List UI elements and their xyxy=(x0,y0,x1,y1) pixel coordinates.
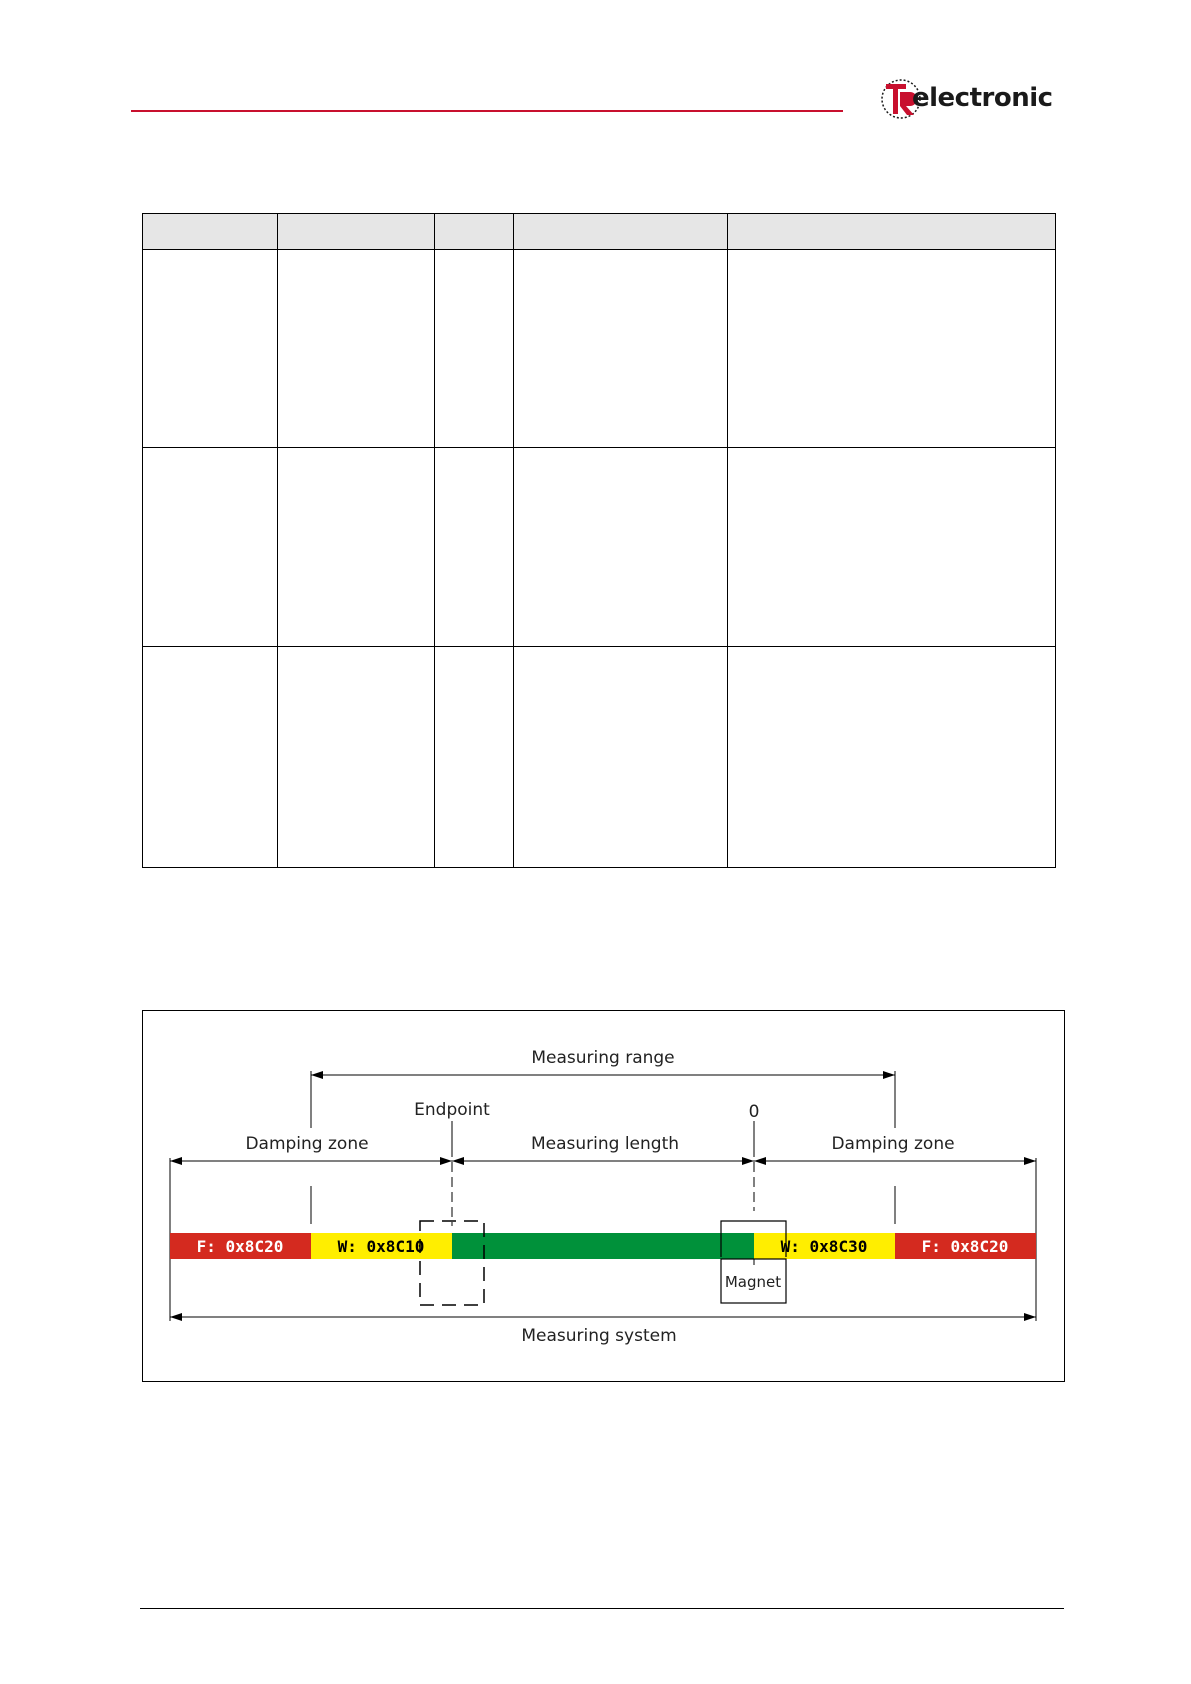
measuring-length-segment xyxy=(452,1233,754,1259)
damping-zone-left-label: Damping zone xyxy=(245,1134,369,1154)
footer-rule xyxy=(140,1608,1064,1609)
table-cell xyxy=(143,250,278,448)
table-header-cell xyxy=(143,214,278,250)
fault-zone-right-label: F: 0x8C20 xyxy=(921,1237,1009,1256)
table-row xyxy=(143,647,1056,868)
table-cell xyxy=(143,448,278,647)
header-rule xyxy=(131,110,843,112)
measuring-system-label: Measuring system xyxy=(521,1326,677,1346)
table-header-row xyxy=(143,214,1056,250)
measuring-length-label: Measuring length xyxy=(530,1134,680,1154)
table-cell xyxy=(514,448,728,647)
table-cell xyxy=(728,647,1056,868)
warning-zone-left-label: W: 0x8C10 xyxy=(337,1237,425,1256)
table-header-cell xyxy=(278,214,435,250)
damping-zone-right-label: Damping zone xyxy=(831,1134,955,1154)
table-cell xyxy=(278,250,435,448)
table-row xyxy=(143,448,1056,647)
table-cell xyxy=(728,250,1056,448)
table-header-cell xyxy=(728,214,1056,250)
table-row xyxy=(143,250,1056,448)
table-cell xyxy=(728,448,1056,647)
parameter-table xyxy=(142,213,1056,868)
warning-zone-right-label: W: 0x8C30 xyxy=(780,1237,868,1256)
magnet-label: Magnet xyxy=(724,1273,782,1291)
fault-zone-left-label: F: 0x8C20 xyxy=(196,1237,284,1256)
table-cell xyxy=(514,647,728,868)
table-cell xyxy=(143,647,278,868)
endpoint-label: Endpoint xyxy=(414,1100,490,1120)
measuring-zones-figure xyxy=(142,1010,1065,1382)
table-cell xyxy=(435,250,514,448)
table-header-cell xyxy=(435,214,514,250)
table-cell xyxy=(278,647,435,868)
table-cell xyxy=(278,448,435,647)
company-logo xyxy=(880,78,1055,120)
table-cell xyxy=(435,647,514,868)
zero-label: 0 xyxy=(748,1102,760,1122)
zone-diagram xyxy=(143,1011,1064,1381)
table-header-cell xyxy=(514,214,728,250)
table-cell xyxy=(435,448,514,647)
measuring-range-label: Measuring range xyxy=(531,1048,675,1068)
logo-wordmark: electronic xyxy=(912,83,1053,113)
table-cell xyxy=(514,250,728,448)
